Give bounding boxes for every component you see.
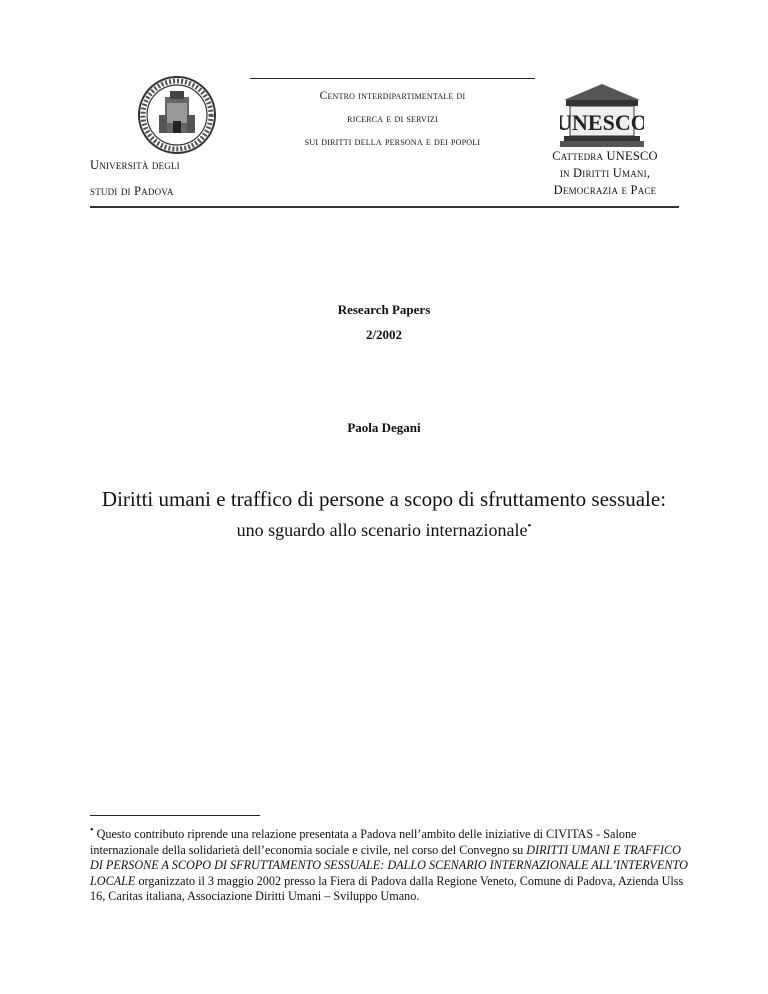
chair-line-1: Cattedra UNESCO bbox=[552, 149, 658, 163]
chair-line-2: in Diritti Umani, bbox=[559, 166, 651, 180]
author-name: Paola Degani bbox=[347, 420, 421, 435]
header-divider bbox=[90, 206, 679, 208]
series-label: Research Papers bbox=[337, 302, 431, 317]
university-line-2: studi di Padova bbox=[90, 184, 174, 198]
title-line-1: Diritti umani e traffico di persone a scopo di sfruttamento sessuale: bbox=[101, 487, 667, 511]
title-line-2 bbox=[0, 520, 768, 541]
chair-line-3: Democrazia e Pace bbox=[553, 183, 657, 197]
footnote-conference-title: DIRITTI UMANI E TRAFFICO DI PERSONE A SCOPO DI SFRUTTAMENTO SESSUALE: DALLO SCENARIO INTERNAZIONALE ALL’INTERVENTO LOCALE bbox=[90, 842, 688, 888]
university-seal-icon bbox=[137, 75, 217, 155]
centre-heading bbox=[250, 78, 535, 154]
title-footnote-mark: • bbox=[527, 520, 532, 532]
paper-number: 2/2002 bbox=[365, 327, 403, 342]
title-line-2-text: uno sguardo allo scenario internazionale bbox=[236, 520, 528, 540]
footnote-mark: • bbox=[90, 825, 94, 836]
footnote-text-after: organizzato il 3 maggio 2002 presso la Fiera di Padova dalla Regione Veneto, Comune di Padova, Azienda Ulss 16, Caritas italiana, Associazione Diritti Umani – Sviluppo Umano. bbox=[90, 873, 684, 904]
unesco-logo-icon bbox=[560, 82, 644, 148]
footnote-rule bbox=[90, 815, 260, 816]
university-line-1: Università degli bbox=[90, 158, 180, 172]
unesco-logo-text: UNESCO bbox=[560, 110, 644, 135]
university-name bbox=[90, 152, 250, 204]
unesco-chair-name bbox=[530, 148, 680, 199]
header-top-rule bbox=[250, 78, 535, 79]
footnote-text-before: Questo contributo riprende una relazione presentata a Padova nell’ambito delle iniziative di CIVITAS - Salone internazionale della solidarietà dell’economia sociale e civile, nel corso del Convegno su bbox=[90, 827, 637, 857]
centre-line-2: ricerca e di servizi bbox=[347, 113, 438, 125]
centre-line-3: sui diritti della persona e dei popoli bbox=[304, 136, 481, 148]
centre-line-1: Centro interdipartimentale di bbox=[319, 90, 466, 102]
footnote bbox=[90, 823, 690, 905]
